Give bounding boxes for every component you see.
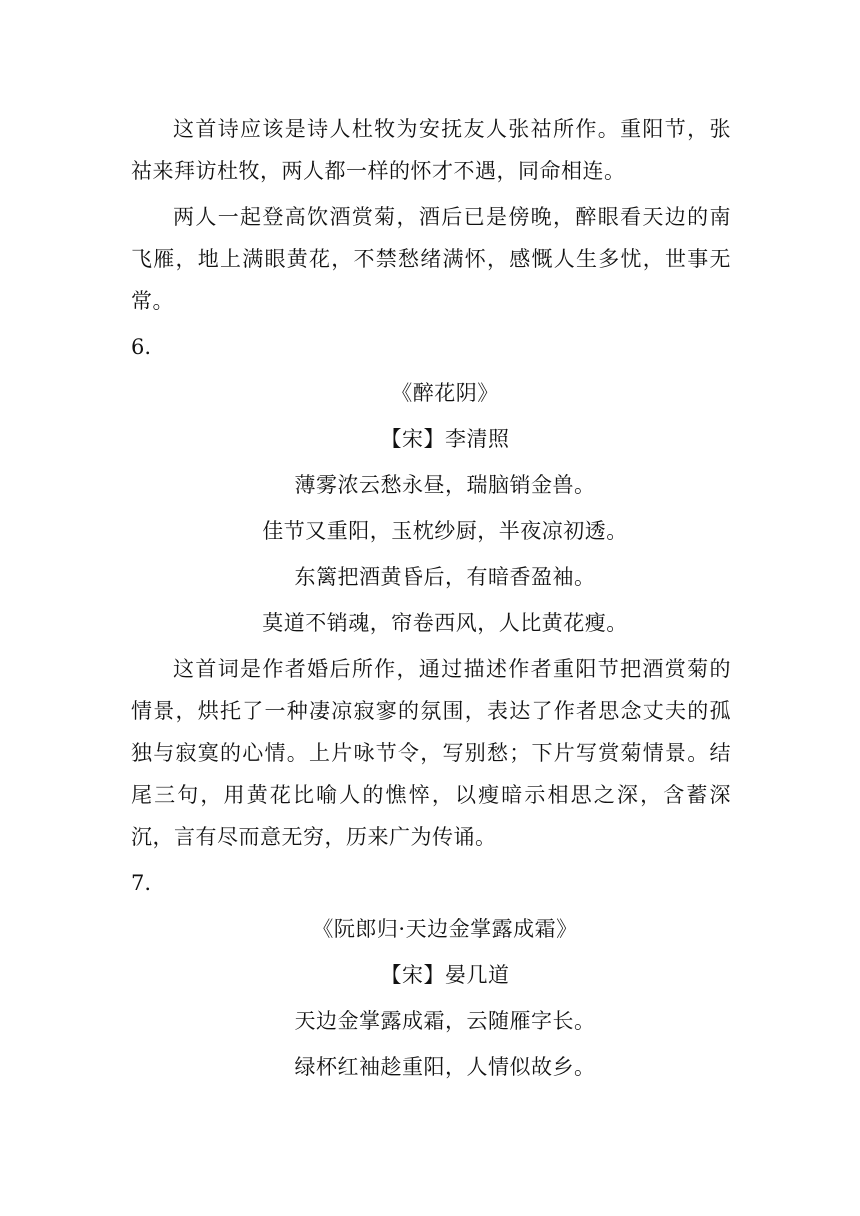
commentary-paragraph: 这首词是作者婚后所作，通过描述作者重阳节把酒赏菊的情景，烘托了一种凄凉寂寥的氛围，表达了作者思念丈夫的孤独与寂寞的心情。上片咏节令，写别愁；下片写赏菊情景。结尾三句，用黄花比喻人的憔悴，以瘦暗示相思之深，含蓄深沉，言有尽而意无穷，历来广为传诵。 (131, 657, 731, 849)
poem-author: 【宋】李清照 (380, 427, 510, 451)
section-number: 6. (131, 335, 152, 359)
poem-line: 薄雾浓云愁永昼，瑞脑销金兽。 (294, 473, 596, 497)
poem-line: 佳节又重阳，玉枕纱厨，半夜凉初透。 (262, 519, 628, 543)
poem-line: 绿杯红袖趁重阳，人情似故乡。 (294, 1055, 596, 1079)
paragraph: 两人一起登高饮酒赏菊，酒后已是傍晚，醉眼看天边的南飞雁，地上满眼黄花，不禁愁绪满怀，感慨人生多忧，世事无常。 (131, 205, 731, 313)
poem-author: 【宋】晏几道 (380, 963, 510, 987)
poem-title: 《阮郎归·天边金掌露成霜》 (312, 917, 578, 941)
poem-line: 天边金掌露成霜，云随雁字长。 (294, 1009, 596, 1033)
poem-line: 莫道不销魂，帘卷西风，人比黄花瘦。 (262, 611, 628, 635)
paragraph: 这首诗应该是诗人杜牧为安抚友人张祜所作。重阳节，张祜来拜访杜牧，两人都一样的怀才不遇，同命相连。 (131, 117, 731, 183)
poem-title: 《醉花阴》 (391, 381, 499, 405)
section-number: 7. (131, 871, 152, 895)
poem-line: 东篱把酒黄昏后，有暗香盈袖。 (294, 565, 596, 589)
document-body (131, 108, 731, 1092)
